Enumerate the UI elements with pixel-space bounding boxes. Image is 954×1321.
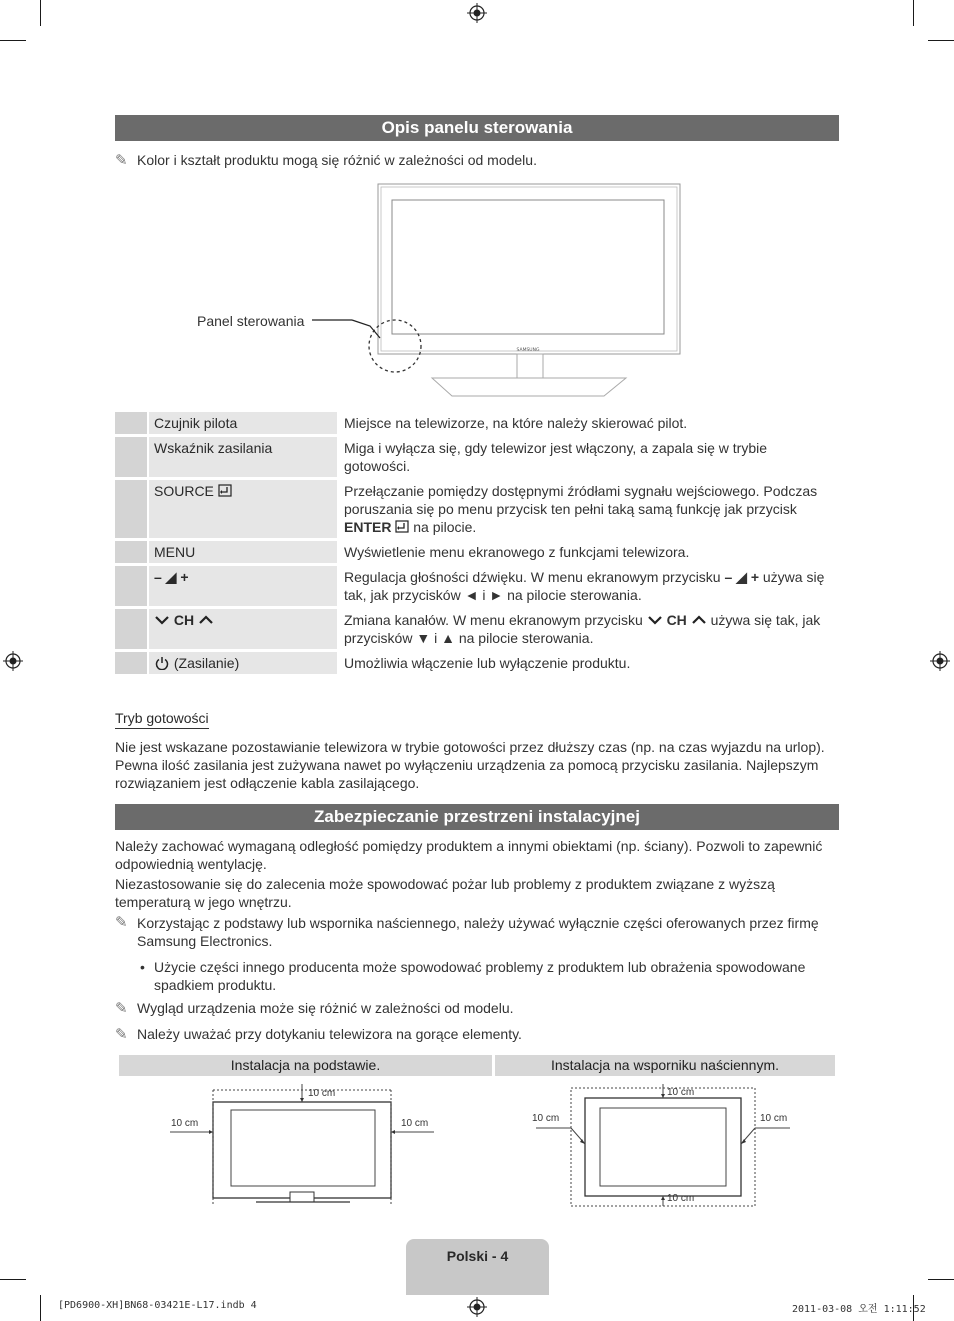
crop-mark	[40, 1295, 41, 1321]
section-title-control-panel: Opis panelu sterowania	[115, 115, 839, 141]
chevron-down-icon	[647, 614, 663, 626]
chevron-down-icon	[154, 614, 170, 626]
section-title-installation-space: Zabezpieczanie przestrzeni instalacyjnej	[115, 804, 839, 830]
table-row	[115, 412, 839, 434]
registration-mark-icon	[3, 651, 23, 671]
controls-table	[115, 412, 839, 677]
bullet-icon: •	[140, 959, 145, 975]
control-desc: Miga i wyłącza się, gdy telewizor jest włączony, a zapala się w trybie gotowości.	[344, 440, 768, 474]
control-desc: Wyświetlenie menu ekranowego z funkcjami telewizora.	[344, 544, 690, 560]
control-name: (Zasilanie)	[149, 652, 337, 674]
footer-file-info: [PD6900-XH]BN68-03421E-L17.indb 4	[58, 1300, 257, 1311]
table-row	[115, 480, 839, 538]
volume-control-name: – ◢ +	[149, 566, 337, 606]
table-row	[115, 609, 839, 649]
note-model-variation: ✎ Kolor i kształt produktu mogą się różnić w zależności od modelu.	[115, 152, 537, 169]
control-desc: Zmiana kanałów. W menu ekranowym przycisku CH używa się tak, jak przycisków ▼ i ▲ na pilocie sterowania.	[344, 612, 821, 646]
tv-front-illustration	[180, 180, 700, 402]
control-desc: Miejsce na telewizorze, na które należy skierować pilot.	[344, 415, 688, 431]
crop-mark	[913, 0, 914, 26]
channel-control-name: CH	[149, 609, 337, 649]
crop-mark	[0, 40, 26, 41]
source-icon	[218, 484, 232, 497]
page-number-tab: Polski - 4	[406, 1239, 549, 1295]
table-row	[115, 652, 839, 674]
pencil-icon: ✎	[115, 152, 128, 169]
note-appearance: ✎ Wygląd urządzenia może się różnić w zależności od modelu.	[115, 1000, 514, 1017]
stand-install-title: Instalacja na podstawie.	[119, 1055, 492, 1076]
control-name: Czujnik pilota	[149, 412, 337, 434]
pencil-icon: ✎	[115, 1000, 128, 1017]
crop-mark	[0, 1279, 26, 1280]
chevron-up-icon	[198, 614, 214, 626]
table-row	[115, 437, 839, 477]
distance-label-left: 10 cm	[171, 1118, 199, 1129]
registration-mark-icon	[467, 1297, 487, 1317]
stand-install-diagram	[160, 1082, 460, 1212]
note-hot-elements: ✎ Należy uważać przy dotykaniu telewizora na gorące elementy.	[115, 1026, 522, 1043]
table-row	[115, 541, 839, 563]
note-genuine-parts: ✎ Korzystając z podstawy lub wspornika naściennego, należy używać wyłącznie części oferowanych przez firmę Samsung Electronics.	[115, 914, 819, 949]
crop-mark	[40, 0, 41, 26]
control-desc: Umożliwia włączenie lub wyłączenie produktu.	[344, 655, 631, 671]
distance-label-right: 10 cm	[401, 1118, 429, 1129]
distance-label-top: 10 cm	[667, 1087, 695, 1098]
wall-install-title: Instalacja na wsporniku naściennym.	[495, 1055, 835, 1076]
standby-text: Nie jest wskazane pozostawianie telewizora w trybie gotowości przez dłuższy czas (np. na czas wyjazdu na urlop). Pewna ilość zasilania jest zużywana nawet po wyłączeniu urządzenia za pomocą przycisku zasilania. Najlepszym rozwiązaniem jest odłączenie kabla zasilającego.	[115, 739, 825, 791]
chevron-up-icon	[691, 614, 707, 626]
control-desc: Regulacja głośności dźwięku. W menu ekranowym przycisku – ◢ + używa się tak, jak przycisków ◄ i ► na pilocie sterowania.	[344, 569, 825, 603]
distance-label-bottom: 10 cm	[667, 1193, 695, 1204]
footer-timestamp: 2011-03-08 오전 1:11:52	[792, 1304, 926, 1315]
crop-mark	[928, 40, 954, 41]
power-icon	[154, 656, 170, 670]
pencil-icon: ✎	[115, 914, 128, 931]
control-name: MENU	[149, 541, 337, 563]
standby-heading: Tryb gotowości	[115, 710, 209, 729]
control-desc: Przełączanie pomiędzy dostępnymi źródłami sygnału wejściowego. Podczas poruszania się po menu przycisk ten pełni taką samą funkcję jak przycisk ENTER na pilocie.	[344, 483, 818, 535]
table-row	[115, 566, 839, 606]
bullet-third-party-parts: • Użycie części innego producenta może spowodować problemy z produktem lub obrażenia spowodowane spadkiem produktu.	[140, 959, 806, 993]
brand-label: SAMSUNG	[516, 348, 540, 353]
install-para-1: Należy zachować wymaganą odległość pomiędzy produktem a innymi obiektami (np. ściany). Pozwoli to zapewnić odpowiednią wentylację.	[115, 838, 823, 872]
crop-mark	[928, 1279, 954, 1280]
pencil-icon: ✎	[115, 1026, 128, 1043]
control-name: Wskaźnik zasilania	[149, 437, 337, 477]
enter-icon	[395, 520, 409, 533]
control-name: SOURCE	[149, 480, 337, 538]
wall-install-diagram	[530, 1082, 800, 1212]
distance-label-right: 10 cm	[760, 1113, 788, 1124]
distance-label-top: 10 cm	[308, 1088, 336, 1099]
install-para-2: Niezastosowanie się do zalecenia może spowodować pożar lub problemy z produktem związane z wyższą temperaturą w jego wnętrzu.	[115, 876, 775, 910]
distance-label-left: 10 cm	[532, 1113, 560, 1124]
registration-mark-icon	[930, 651, 950, 671]
panel-label: Panel sterowania	[197, 313, 305, 329]
registration-mark-icon	[467, 3, 487, 23]
